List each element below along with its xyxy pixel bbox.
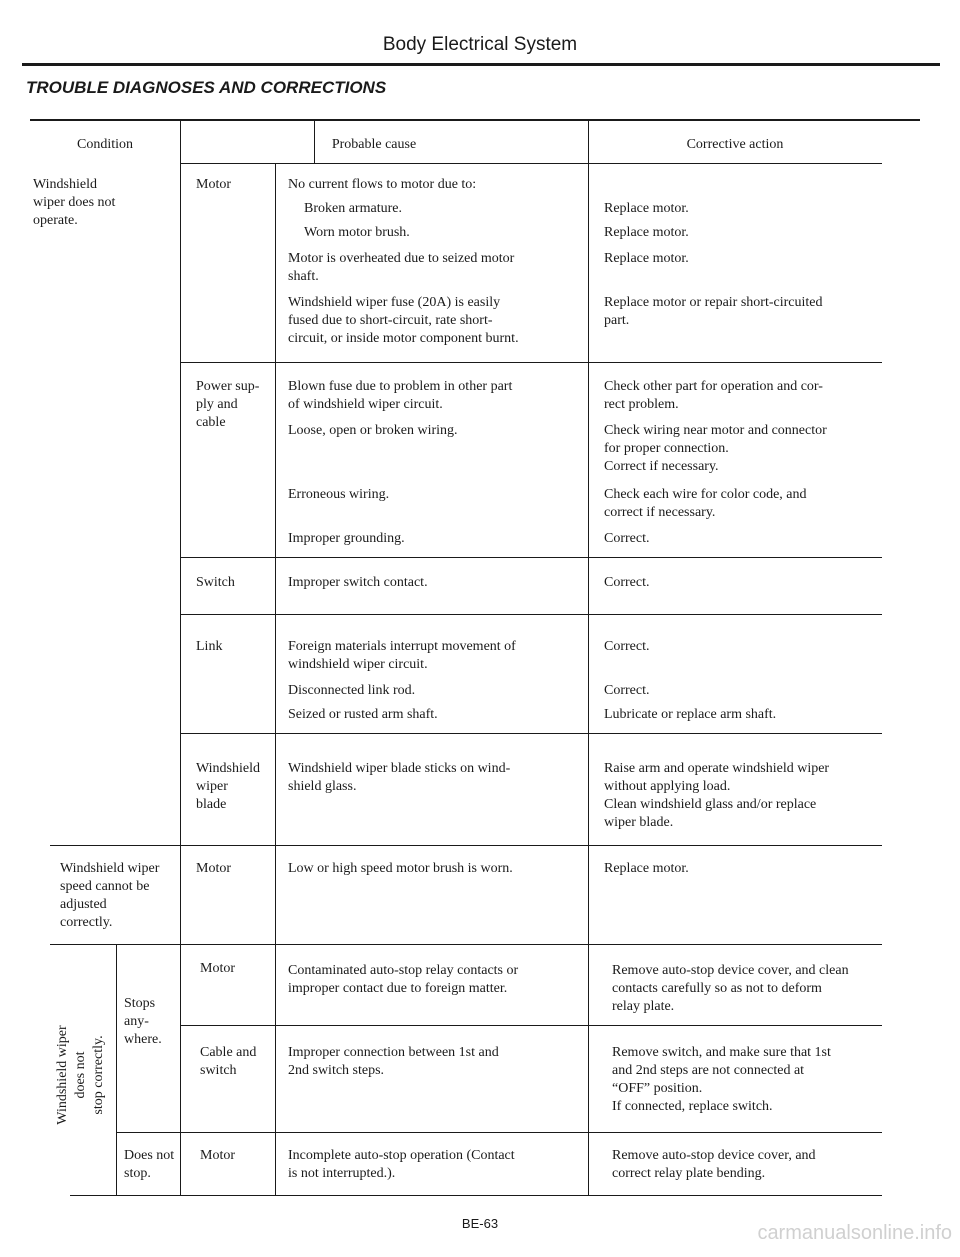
section-title: TROUBLE DIAGNOSES AND CORRECTIONS [26, 78, 387, 97]
watermark: carmanualsonline.info [757, 1222, 952, 1244]
sub-rule [116, 1132, 882, 1133]
column-rule [116, 944, 117, 1195]
row-rule [180, 557, 882, 558]
condition-speed-not-adjusted: Windshield wiper speed cannot be adjusted correctly. [60, 861, 160, 930]
action-check-wiring: Check wiring near motor and connector for proper connection. Correct if necessary. [604, 423, 827, 474]
cause-fuse-blown: Windshield wiper fuse (20A) is easily fused due to short-circuit, rate short- circuit, or inside motor component burnt. [288, 295, 519, 346]
condition-stops-anywhere: Stops any- where. [124, 996, 162, 1047]
row-rule [180, 362, 882, 363]
page-number: BE-63 [461, 1216, 499, 1231]
cause-switch-steps: Improper connection between 1st and 2nd switch steps. [288, 1045, 499, 1078]
row-rule [180, 614, 882, 615]
cause-loose-wiring: Loose, open or broken wiring. [288, 423, 458, 438]
action-correct: Correct. [604, 639, 650, 654]
action-replace-motor: Replace motor. [604, 861, 689, 876]
column-rule [180, 119, 181, 1195]
cause-switch-contact: Improper switch contact. [288, 575, 428, 590]
cause-foreign-materials: Foreign materials interrupt movement of windshield wiper circuit. [288, 639, 516, 672]
part-power-supply: Power sup- ply and cable [196, 379, 260, 430]
cause-blown-fuse: Blown fuse due to problem in other part of windshield wiper circuit. [288, 379, 513, 412]
page-title: Body Electrical System [382, 34, 578, 55]
action-correct: Correct. [604, 683, 650, 698]
part-motor: Motor [200, 961, 235, 976]
cause-incomplete-auto-stop: Incomplete auto-stop operation (Contact is not interrupted.). [288, 1148, 515, 1181]
part-wiper-blade: Windshield wiper blade [196, 761, 260, 812]
action-raise-arm: Raise arm and operate windshield wiper without applying load. Clean windshield glass and/or replace wiper blade. [604, 761, 830, 830]
title-rule [22, 63, 940, 66]
condition-wiper-not-operate: Windshield wiper does not operate. [33, 177, 116, 228]
cause-overheated-motor: Motor is overheated due to seized motor shaft. [288, 251, 515, 284]
header-rule [180, 163, 882, 164]
action-remove-cover: Remove auto-stop device cover, and correct relay plate bending. [612, 1148, 816, 1181]
cause-worn-brush: Worn motor brush. [304, 225, 410, 240]
header-condition: Condition [76, 137, 133, 152]
action-check-other-part: Check other part for operation and cor- rect problem. [604, 379, 823, 412]
cause-seized-shaft: Seized or rusted arm shaft. [288, 707, 438, 722]
action-correct: Correct. [604, 531, 650, 546]
action-check-switch: Remove switch, and make sure that 1st and 2nd steps are not connected at “OFF” position. If connected, replace switch. [612, 1045, 831, 1114]
cause-disconnected-rod: Disconnected link rod. [288, 683, 416, 698]
cause-improper-grounding: Improper grounding. [288, 531, 405, 546]
action-lubricate: Lubricate or replace arm shaft. [604, 707, 777, 722]
action-replace-motor: Replace motor. [604, 225, 689, 240]
cause-brush-worn: Low or high speed motor brush is worn. [288, 861, 513, 876]
part-motor: Motor [200, 1148, 235, 1163]
table-top-rule [30, 119, 920, 121]
table-bottom-rule [70, 1195, 882, 1196]
action-check-color-code: Check each wire for color code, and correct if necessary. [604, 487, 807, 520]
action-replace-or-repair: Replace motor or repair short-circuited part. [604, 295, 823, 328]
header-corrective-action: Corrective action [686, 137, 784, 152]
action-correct: Correct. [604, 575, 650, 590]
cause-no-current: No current flows to motor due to: [288, 177, 477, 192]
condition-does-not-stop: Does not stop. [124, 1148, 175, 1181]
column-rule [275, 163, 276, 1195]
part-motor: Motor [196, 177, 231, 192]
action-replace-motor: Replace motor. [604, 251, 689, 266]
part-motor: Motor [196, 861, 231, 876]
row-rule [180, 733, 882, 734]
action-replace-motor: Replace motor. [604, 201, 689, 216]
header-probable-cause: Probable cause [331, 137, 417, 152]
part-cable-switch: Cable and switch [200, 1045, 257, 1078]
part-link: Link [196, 639, 223, 654]
sub-rule [180, 1025, 882, 1026]
condition-not-stop-correctly: Windshield wiper does not stop correctly. [55, 1025, 106, 1125]
cause-broken-armature: Broken armature. [304, 201, 402, 216]
condition-rule [50, 845, 882, 846]
condition-rule [50, 944, 882, 945]
action-clean-contacts: Remove auto-stop device cover, and clean contacts carefully so as not to deform relay plate. [612, 963, 849, 1014]
cause-blade-sticks: Windshield wiper blade sticks on wind- shield glass. [288, 761, 511, 794]
column-rule [588, 119, 589, 1195]
part-switch: Switch [196, 575, 235, 590]
cause-erroneous-wiring: Erroneous wiring. [288, 487, 390, 502]
cause-auto-stop-contacts: Contaminated auto-stop relay contacts or improper contact due to foreign matter. [288, 963, 519, 996]
